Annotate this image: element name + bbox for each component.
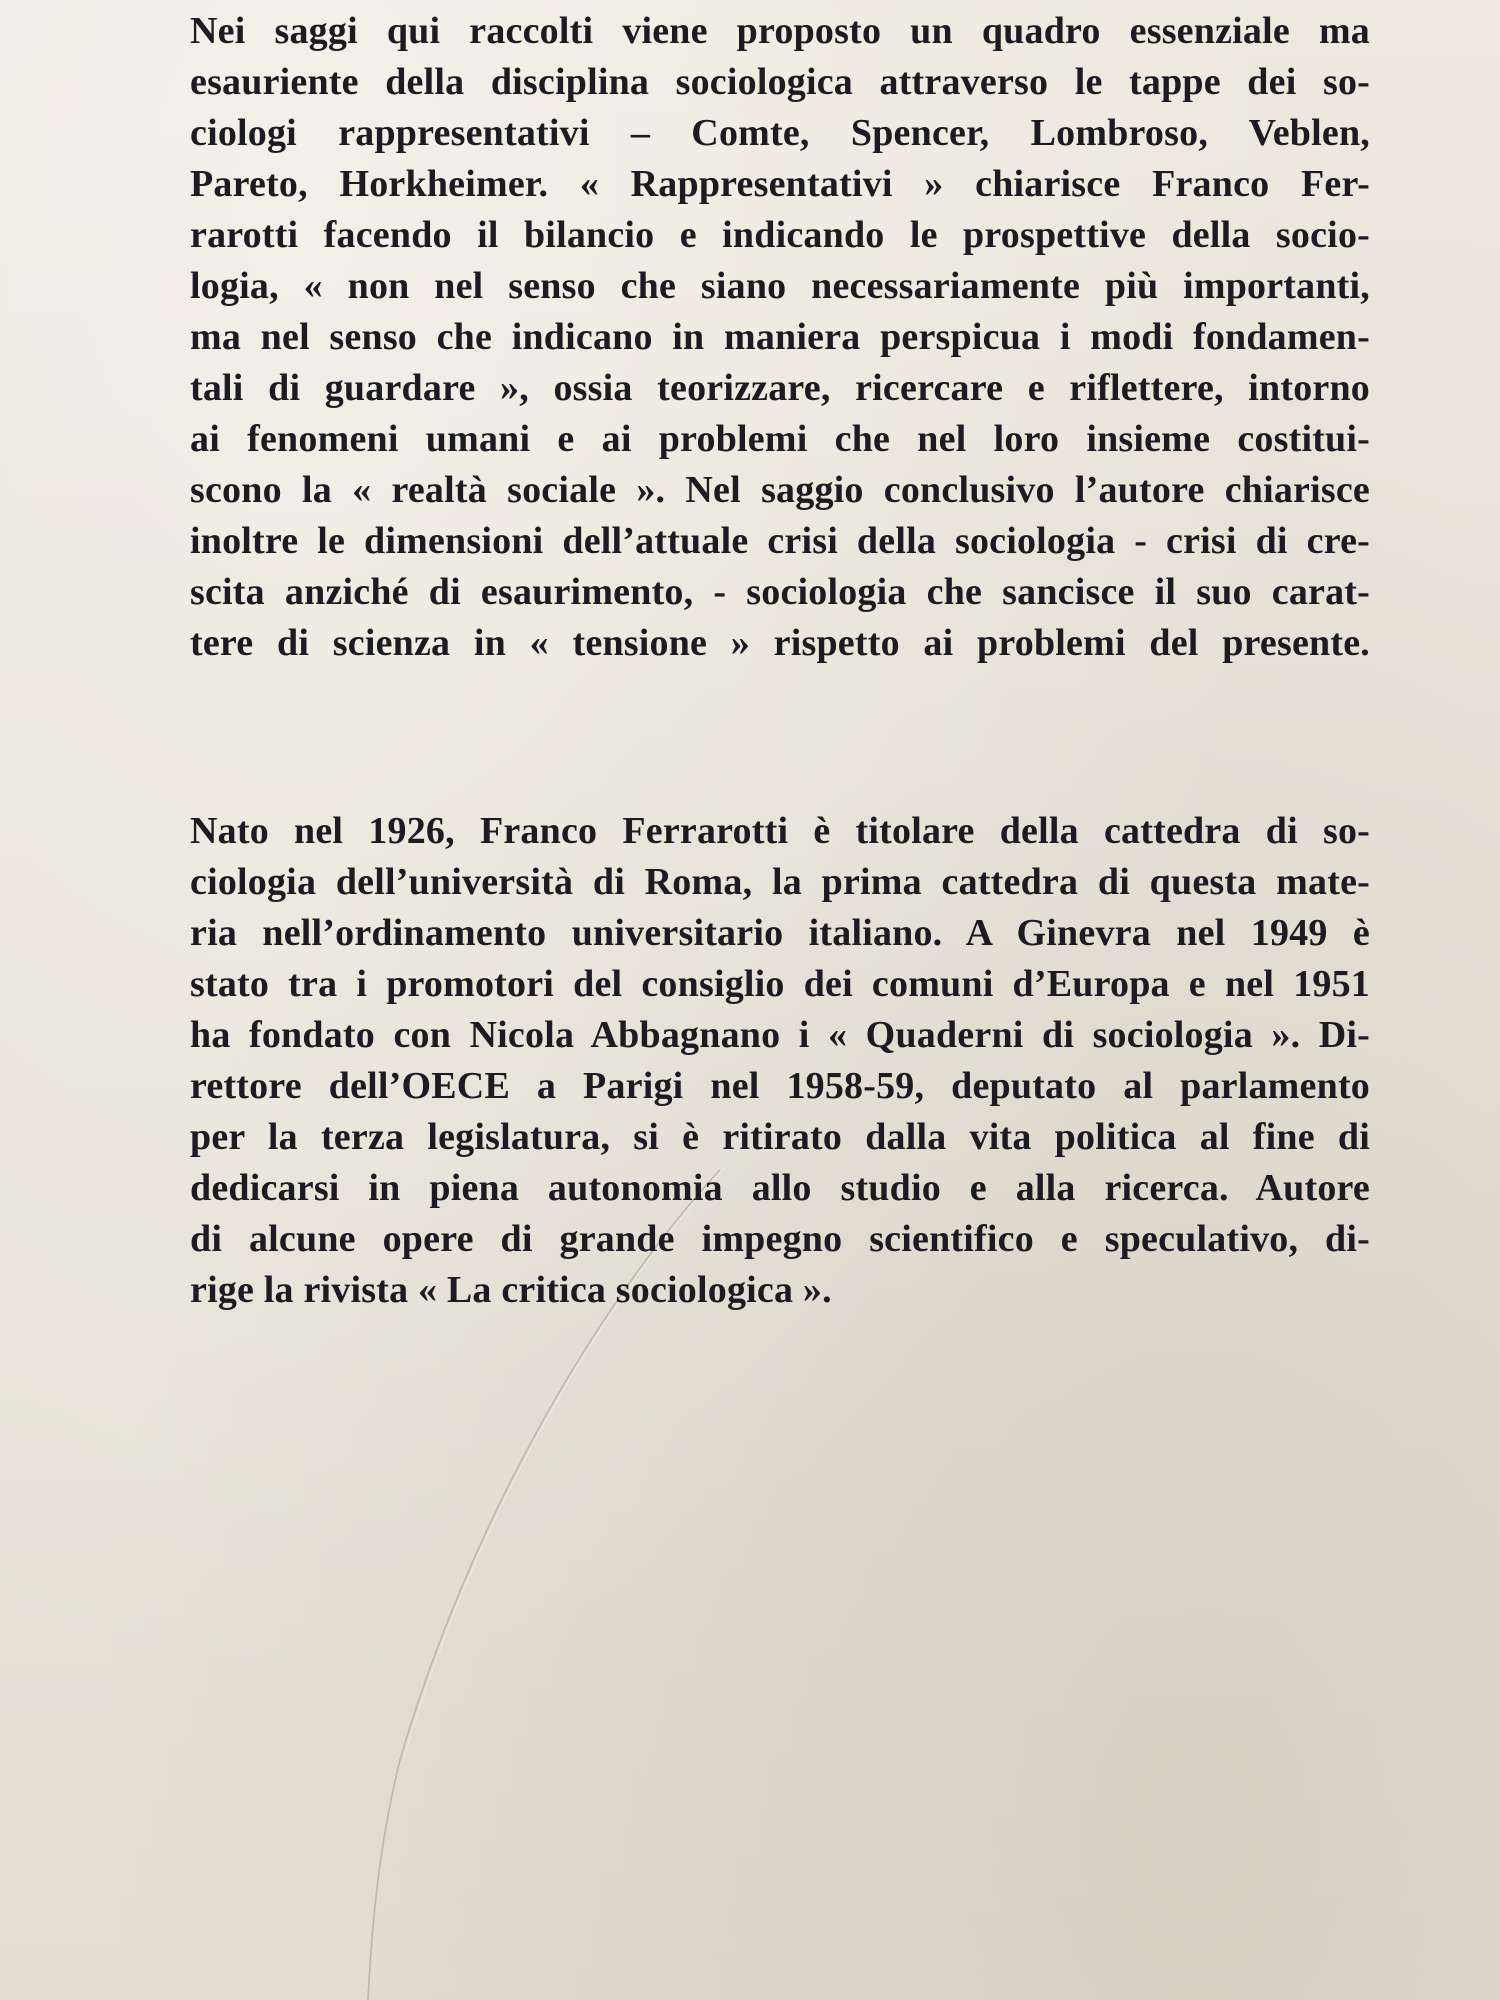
text-line: Nei saggi qui raccolti viene proposto un quadro essenziale ma bbox=[190, 10, 1370, 52]
text-line: rarotti facendo il bilancio e indicando le prospettive della socio- bbox=[190, 214, 1370, 256]
text-line: logia, « non nel senso che siano necessariamente più importanti, bbox=[190, 265, 1370, 307]
text-line: ha fondato con Nicola Abbagnano i « Quaderni di sociologia ». Di- bbox=[190, 1014, 1370, 1056]
text-line: ai fenomeni umani e ai problemi che nel loro insieme costitui- bbox=[190, 418, 1370, 460]
text-line: tere di scienza in « tensione » rispetto ai problemi del presente. bbox=[190, 622, 1370, 664]
text-line: inoltre le dimensioni dell’attuale crisi della sociologia - crisi di cre- bbox=[190, 520, 1370, 562]
text-line: ma nel senso che indicano in maniera perspicua i modi fondamen- bbox=[190, 316, 1370, 358]
text-line: rettore dell’OECE a Parigi nel 1958-59, deputato al parlamento bbox=[190, 1065, 1370, 1107]
text-line: scita anziché di esaurimento, - sociologia che sancisce il suo carat- bbox=[190, 571, 1370, 613]
text-line: esauriente della disciplina sociologica attraverso le tappe dei so- bbox=[190, 61, 1370, 103]
text-line: ciologi rappresentativi – Comte, Spencer, Lombroso, Veblen, bbox=[190, 112, 1370, 154]
text-line: stato tra i promotori del consiglio dei comuni d’Europa e nel 1951 bbox=[190, 963, 1370, 1005]
text-line: Nato nel 1926, Franco Ferrarotti è titolare della cattedra di so- bbox=[190, 810, 1370, 852]
text-line: ciologia dell’università di Roma, la prima cattedra di questa mate- bbox=[190, 861, 1370, 903]
text-line: di alcune opere di grande impegno scientifico e speculativo, di- bbox=[190, 1218, 1370, 1260]
text-line: rige la rivista « La critica sociologica ». bbox=[190, 1269, 832, 1311]
text-line: Pareto, Horkheimer. « Rappresentativi » chiarisce Franco Fer- bbox=[190, 163, 1370, 205]
book-description-paragraph bbox=[190, 6, 1370, 669]
text-line: dedicarsi in piena autonomia allo studio e alla ricerca. Autore bbox=[190, 1167, 1370, 1209]
text-line: ria nell’ordinamento universitario italiano. A Ginevra nel 1949 è bbox=[190, 912, 1370, 954]
text-line: per la terza legislatura, si è ritirato dalla vita politica al fine di bbox=[190, 1116, 1370, 1158]
text-line: scono la « realtà sociale ». Nel saggio conclusivo l’autore chiarisce bbox=[190, 469, 1370, 511]
text-line: tali di guardare », ossia teorizzare, ricercare e riflettere, intorno bbox=[190, 367, 1370, 409]
author-biography-paragraph bbox=[190, 806, 1370, 1316]
